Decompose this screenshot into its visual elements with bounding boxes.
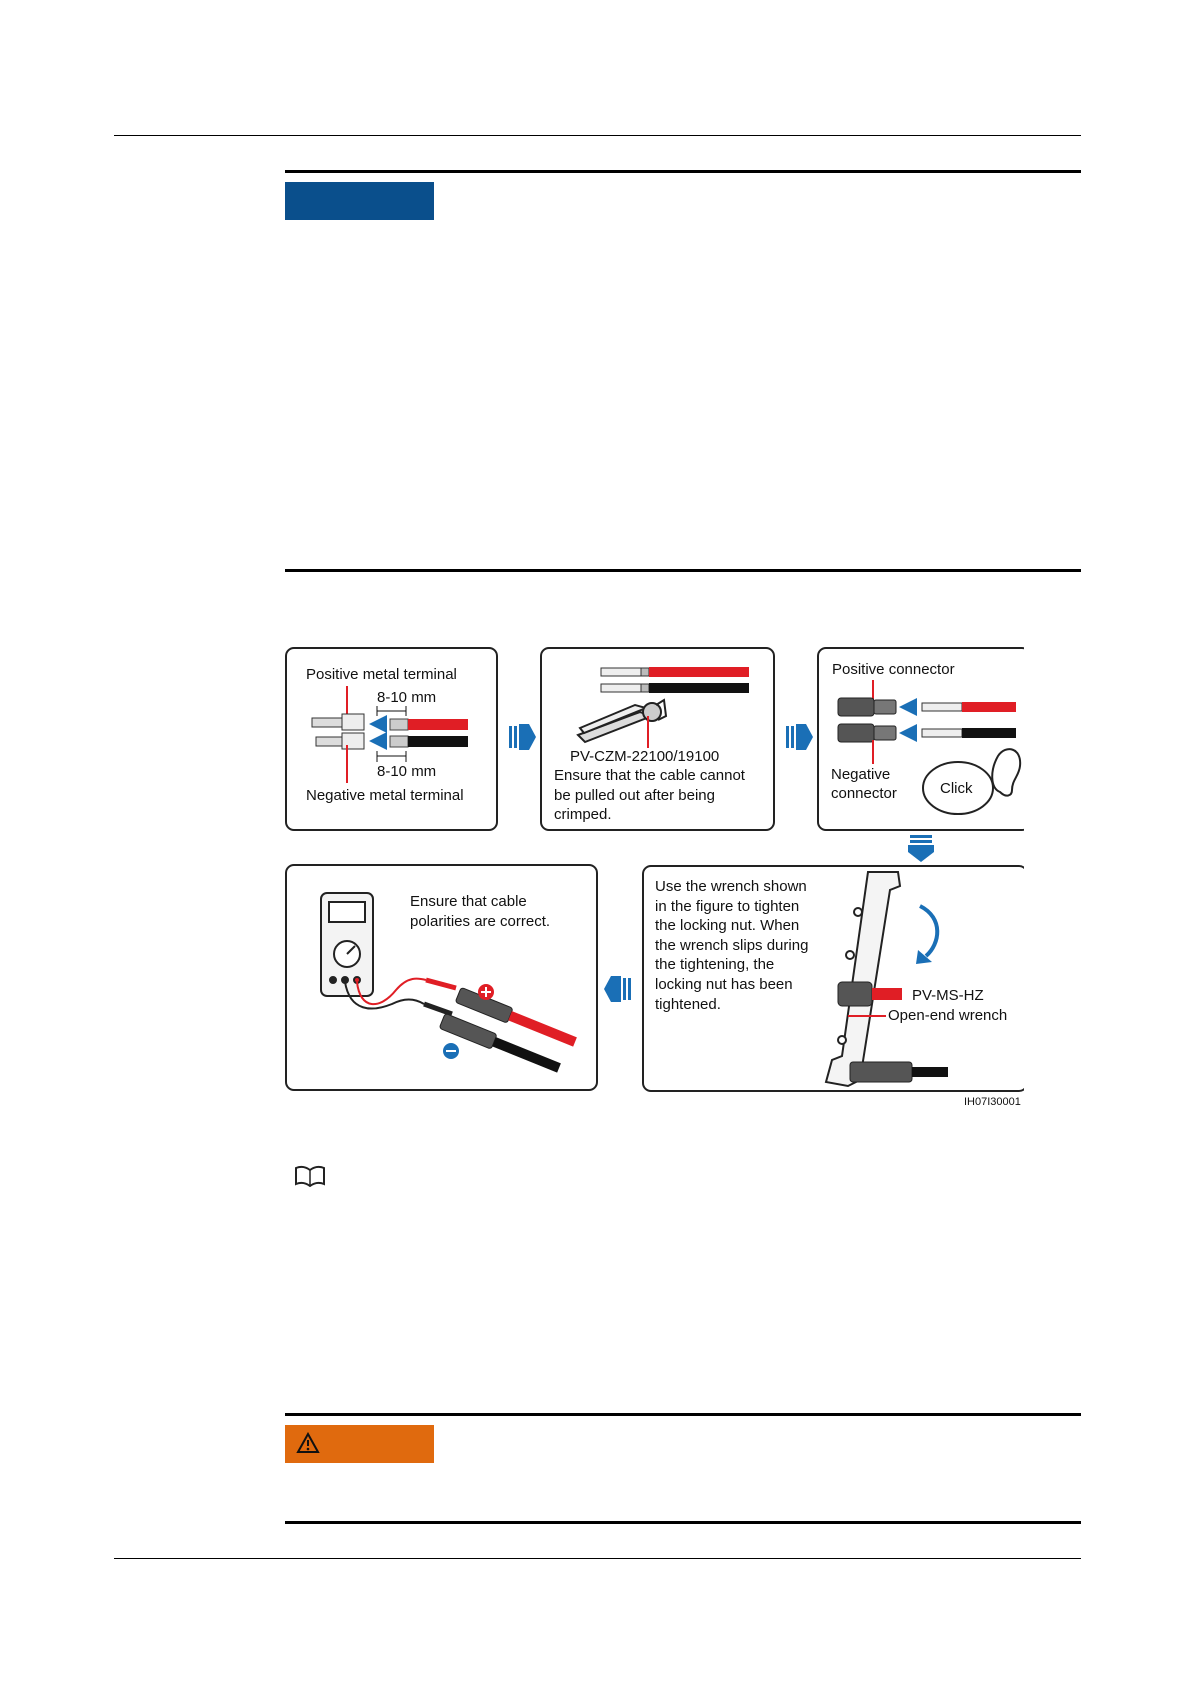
warning-bottom-rule — [285, 1521, 1081, 1524]
crimped-black-cable-icon — [601, 683, 749, 693]
notice-tag — [285, 182, 434, 220]
step-arrow-1 — [509, 724, 536, 750]
step4-line6: locking nut has been — [655, 976, 793, 993]
step-arrow-2 — [786, 724, 813, 750]
step5-line2: polarities are correct. — [410, 913, 551, 930]
step1-dim-top: 8-10 mm — [377, 689, 437, 706]
step4-line7: tightened. — [655, 996, 721, 1013]
footer-rule — [114, 1558, 1081, 1559]
black-cable-icon — [390, 736, 468, 747]
positive-connector-icon — [838, 698, 896, 716]
step-arrow-3 — [908, 835, 934, 862]
step5-line1: Ensure that cable — [410, 893, 527, 910]
plus-sign-icon — [478, 984, 494, 1000]
step4-tool-desc: Open-end wrench — [888, 1007, 1008, 1024]
step1-positive-label: Positive metal terminal — [306, 666, 457, 683]
step3-click: Click — [940, 780, 973, 797]
step3-negative-line2: connector — [831, 785, 897, 802]
step4-line4: the wrench slips during — [655, 937, 809, 954]
step2-note-line1: Ensure that the cable cannot — [554, 767, 745, 784]
step4-line2: in the figure to tighten — [655, 898, 800, 915]
note-book-icon — [294, 1165, 326, 1187]
step1-negative-label: Negative metal terminal — [306, 787, 464, 804]
header-rule — [114, 135, 1081, 136]
step2-note-line2: be pulled out after being — [554, 787, 715, 804]
crimped-red-cable-icon — [601, 667, 749, 677]
step4-line1: Use the wrench shown — [655, 878, 807, 895]
notice-top-rule — [285, 170, 1081, 173]
step2-tool-label: PV-CZM-22100/19100 — [570, 748, 720, 765]
step4-tool: PV-MS-HZ — [912, 987, 984, 1004]
step-arrow-4 — [604, 976, 631, 1002]
step3-red-cable-icon — [922, 702, 1016, 712]
step3-negative-line1: Negative — [831, 766, 891, 783]
figure-id: IH07I30001 — [964, 1096, 1021, 1108]
warning-tag — [285, 1425, 434, 1463]
step3-positive-label: Positive connector — [832, 661, 955, 678]
notice-bottom-rule — [285, 569, 1081, 572]
step3-black-cable-icon — [922, 728, 1016, 738]
connector-assembly-figure — [284, 644, 1024, 1120]
minus-sign-icon — [443, 1043, 459, 1059]
negative-connector-icon — [838, 724, 896, 742]
step1-dim-bottom: 8-10 mm — [377, 763, 437, 780]
step4-line3: the locking nut. When — [655, 917, 800, 934]
multimeter-icon — [321, 893, 373, 996]
warning-top-rule — [285, 1413, 1081, 1416]
step2-note-line3: crimped. — [554, 806, 612, 823]
warning-triangle-icon — [296, 1432, 320, 1454]
step4-line5: the tightening, the — [655, 956, 775, 973]
red-cable-icon — [390, 719, 468, 730]
